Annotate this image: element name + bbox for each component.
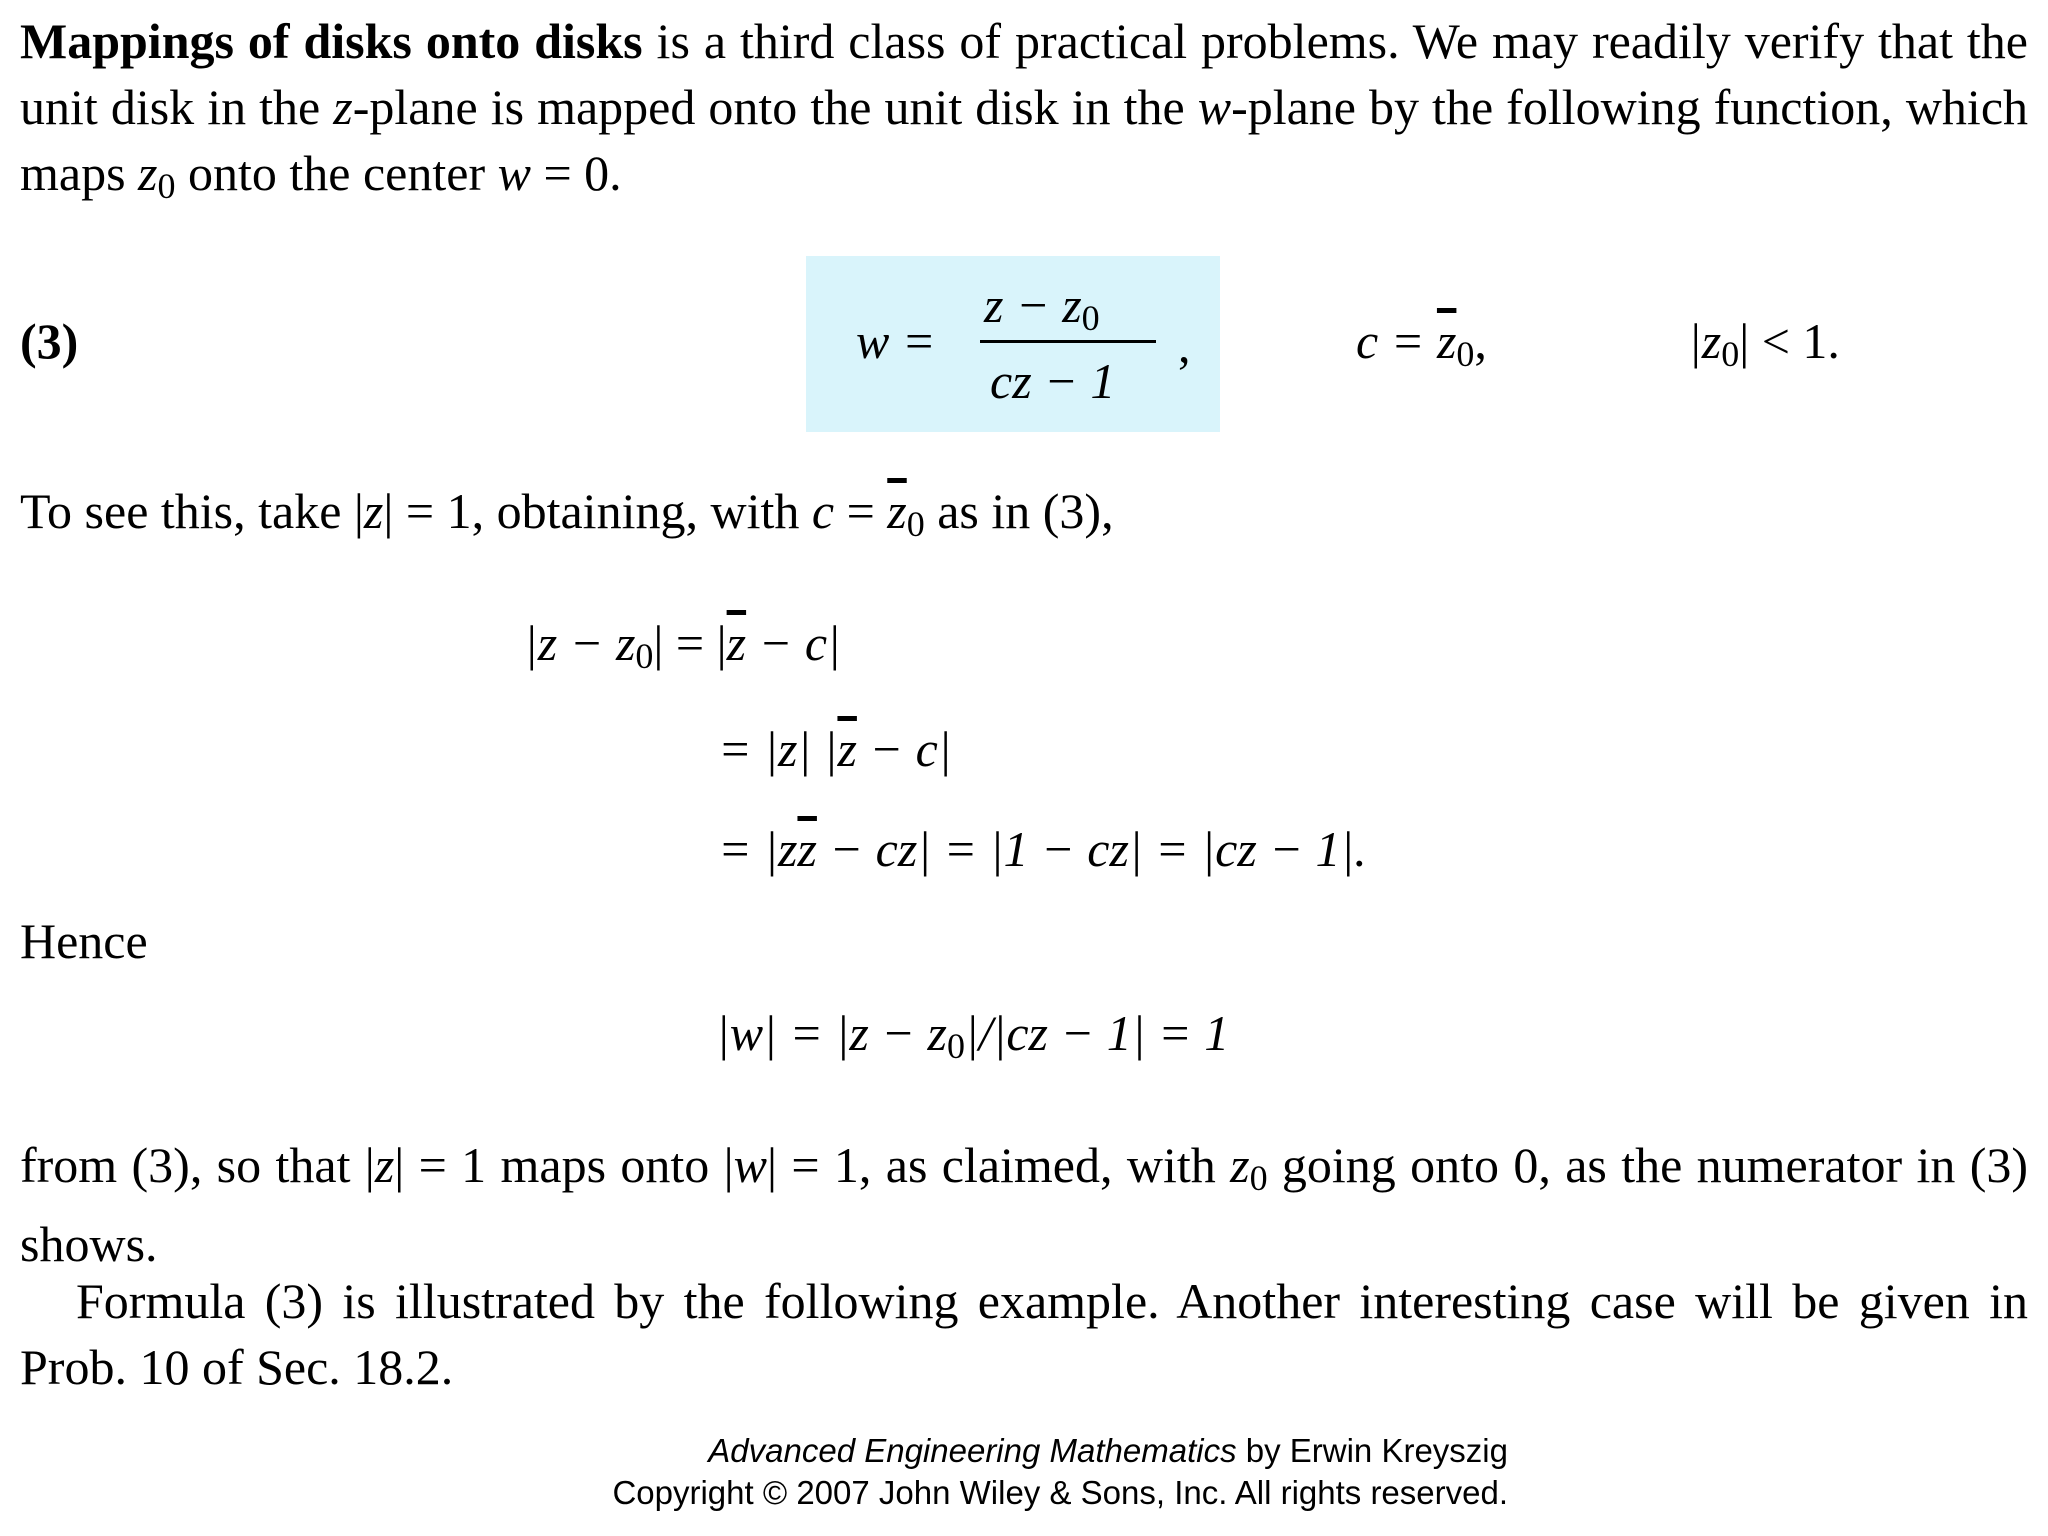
derivation-row-1: $|z - z_0| = |\overline{z} - c|$ <box>524 615 841 676</box>
derivation-row-2: = |z| $|\overline{z} - c|$ <box>718 721 952 777</box>
formula-note-paragraph: Formula (3) is illustrated by the following example. Another interesting case will be given in Prob. 10 of Sec. 18.2. <box>20 1273 2028 1395</box>
book-title: Advanced Engineering Mathematics <box>708 1432 1237 1469</box>
conclusion-paragraph: from (3), so that |z| = 1 maps onto |w| = 1, as claimed, with $z_0$ going onto 0, as the numerator in (3) shows. <box>20 1137 2028 1272</box>
equation-comma: , <box>1178 317 1191 373</box>
intro-bold-lead: Mappings of disks onto disks <box>20 13 643 69</box>
equation-lhs: w = <box>856 313 936 369</box>
see-this-line: To see this, take |z| = 1, obtaining, with $c = \overline{z}_0$ as in (3), <box>20 483 1114 544</box>
copyright-notice: Copyright © 2007 John Wiley & Sons, Inc. All rights reserved. <box>612 1474 1508 1511</box>
book-credit: Advanced Engineering Mathematics by Erwin Kreyszig <box>708 1432 1508 1469</box>
result-equation: $|w| = |z - z_0|/|cz - 1| = 1$ <box>716 1005 1230 1066</box>
fraction-denominator: cz − 1 <box>990 353 1116 409</box>
intro-paragraph: Mappings of disks onto disks is a third class of practical problems. We may readily verify that the unit disk in the z-plane is mapped onto the unit disk in the w-plane by the following function, which maps $z_0$ onto the center w = 0. <box>20 13 2029 206</box>
derivation-row-3: = $|z\overline{z} - cz| = |1 - cz| = |cz - 1|$. <box>718 821 1367 877</box>
fraction-bar <box>980 340 1156 343</box>
c-definition: $c = \overline{z}_0$, <box>1356 313 1487 374</box>
equation-number: (3) <box>20 313 79 369</box>
fraction-numerator: $z - z_0$ <box>984 277 1100 338</box>
z0-condition: $|z_0| < 1$. <box>1688 313 1840 374</box>
hence-label: Hence <box>20 913 148 969</box>
